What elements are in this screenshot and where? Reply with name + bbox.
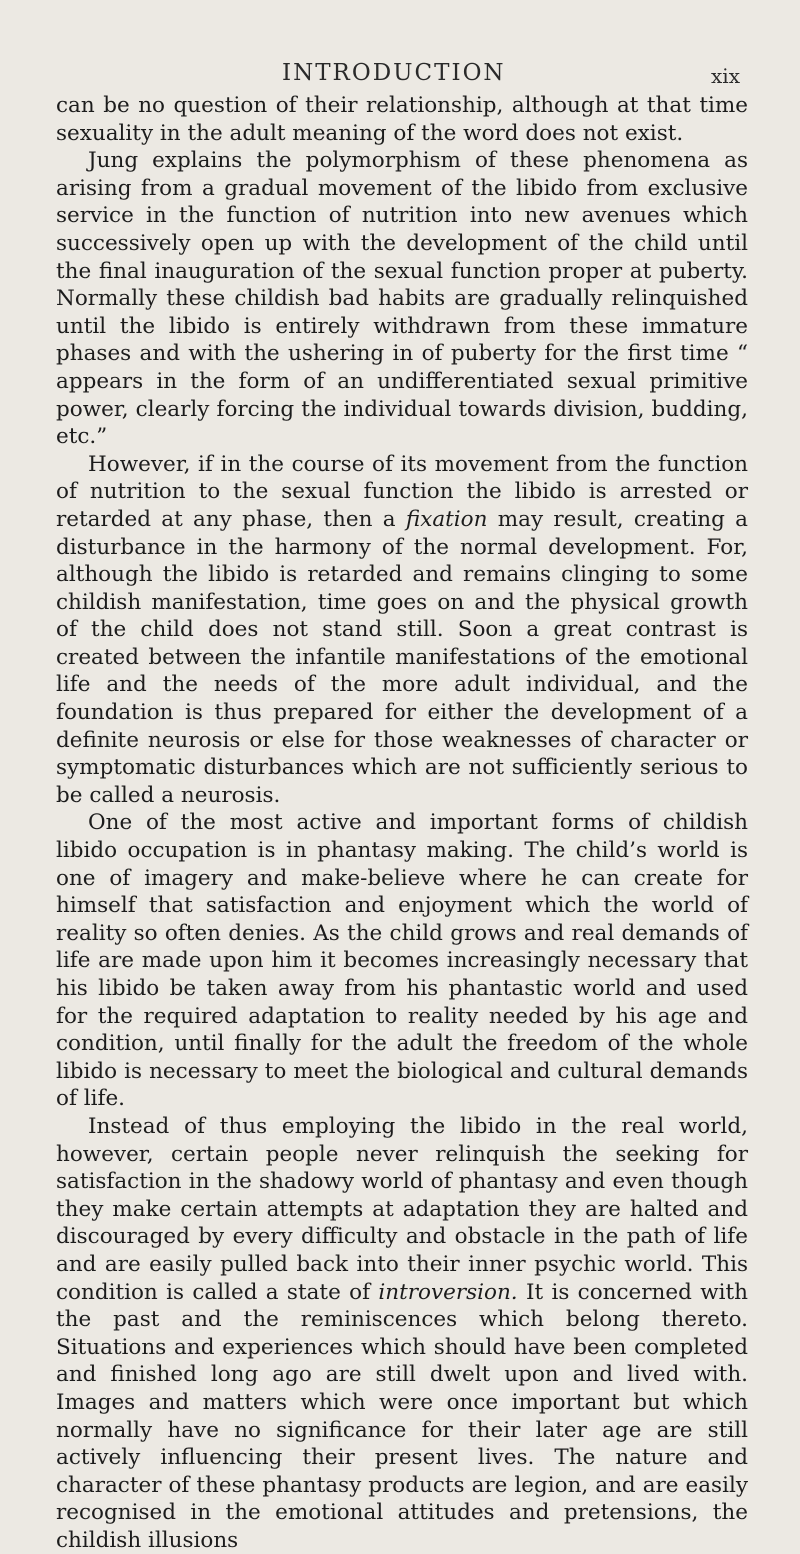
paragraph-fixation-part-2: may result, creating a disturbance in the harmony of the normal development. For, although the libido is retarded and remains clinging to some childish manifestation, time goes on and the physical growth of the child does not stand still. Soon a great contrast is created between the infantile manifestations of the emotional life and the needs of the more adult individual, and the foundation is thus prepared for either the development of a definite neurosis or else for those weaknesses of character or symptomatic disturbances which are not sufficiently serious to be called a neurosis. [56, 506, 749, 808]
term-introversion: introversion. [378, 1279, 518, 1305]
page-number: xix [711, 64, 740, 88]
paragraph-jung-polymorphism: Jung explains the polymorphism of these phenomena as arising from a gradual movement of the libido from exclusive service in the function of nutrition into new avenues which successively open up with the development of the child until the final inauguration of the sexual function proper at puberty. Normally these childish bad habits are gradually relinquished until the libido is entirely withdrawn from these immature phases and with the ushering in of puberty for the first time “ appears in the form of an undifferentiated sexual primitive power, clearly forcing the individual towards division, budding, etc.” [56, 148, 748, 450]
paragraph-fixation [56, 451, 748, 810]
term-fixation: fixation [405, 506, 488, 532]
paragraph-introversion [56, 1113, 748, 1554]
running-title: INTRODUCTION [282, 60, 506, 86]
paragraph-introversion-part-2: It is concerned with the past and the reminiscences which belong thereto. Situations and experiences which should have been completed and finished long ago are still dwelt upon and lived with. Images and matters which were once important but which normally have no significance for their later age are still actively influencing their present lives. The nature and character of these phantasy products are legion, and are easily recognised in the emotional attitudes and pretensions, the childish illusions [56, 1279, 748, 1553]
paragraph-introversion-part-1: Instead of thus employing the libido in the real world, however, certain people never relinquish the seeking for satisfaction in the shadowy world of phantasy and even though they make certain attempts at adaptation they are halted and discouraged by every difficulty and obstacle in the path of life and are easily pulled back into their inner psychic world. This condition is called a state of [56, 1113, 748, 1305]
paragraph-phantasy-making: One of the most active and important forms of childish libido occupation is in phantasy making. The child’s world is one of imagery and make-believe where he can create for himself that satisfaction and enjoyment which the world of reality so often denies. As the child grows and real demands of life are made upon him it becomes increasingly necessary that his libido be taken away from his phantastic world and used for the required adaptation to reality needed by his age and condition, until finally for the adult the freedom of the whole libido is necessary to meet the biological and cultural demands of life. [56, 810, 748, 1112]
paragraph-continued: can be no question of their relationship, although at that time sexuality in the adult meaning of the word does not exist. [56, 93, 748, 146]
running-head [56, 0, 748, 92]
body-text [56, 92, 748, 1554]
paragraph-fixation-part-1: However, if in the course of its movement from the function of nutrition to the sexual function the libido is arrested or retarded at any phase, then a [56, 451, 748, 532]
